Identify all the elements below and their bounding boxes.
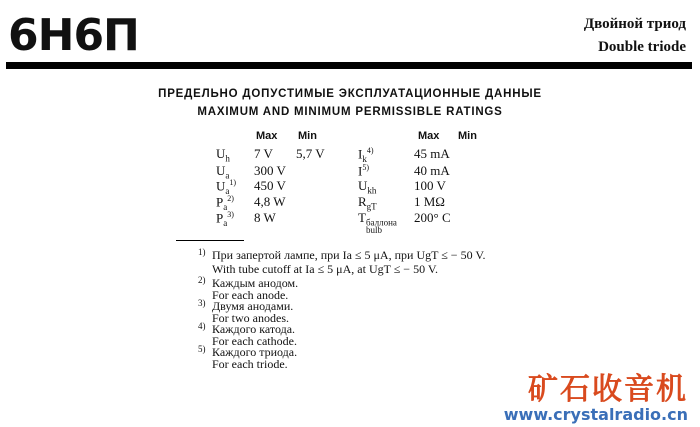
footnote-ru: Каждым анодом. [212, 276, 299, 290]
footnote-ru: Двумя анодами. [212, 299, 294, 313]
footnote-en: For two anodes. [212, 311, 289, 325]
rating-max-value: 40 mA [414, 163, 450, 178]
rating-symbol: $U_{kh}$ [358, 178, 377, 196]
right-col-max-header: Max [418, 130, 440, 142]
rating-max-value: 4,8 W [254, 194, 286, 209]
tube-type-ru: Двойной триод [583, 16, 686, 32]
left-col-max-header: Max [256, 130, 278, 142]
rating-min-value: 5,7 V [296, 146, 325, 161]
rating-max-value: 45 mA [414, 146, 450, 161]
footnote-number: 3) [198, 298, 206, 308]
footnote-separator [176, 240, 244, 241]
rating-max-value: 7 V [254, 146, 273, 161]
ratings-title-ru: ПРЕДЕЛЬНО ДОПУСТИМЫЕ ЭКСПЛУАТАЦИОННЫЕ ДАННЫЕ [158, 88, 542, 100]
bulb-label: bulb [366, 225, 383, 235]
footnote-number: 4) [198, 321, 206, 331]
rating-symbol: $T_{баллона}$ [358, 210, 397, 228]
watermark-logo-text: 矿石收音机 [528, 372, 688, 407]
rating-symbol: $R_{gT}$ [358, 194, 377, 212]
footnote-number: 5) [198, 344, 206, 354]
tube-type-en: Double triode [598, 39, 686, 55]
footnote-ru: Каждого катода. [212, 322, 296, 336]
footnote-ru: Каждого триода. [212, 345, 298, 359]
rating-max-value: 1 MΩ [414, 194, 445, 209]
rating-symbol: $U_h$ [216, 146, 230, 164]
right-col-min-header: Min [458, 130, 477, 142]
rating-symbol: $I_k^{4)}$ [358, 146, 374, 164]
rating-max-value: 450 V [254, 178, 286, 193]
footnote-en: For each cathode. [212, 334, 297, 348]
footnote-ru: При запертой лампе, при Iа ≤ 5 μA, при UgT ≤ − 50 V. [212, 248, 486, 262]
footnote-en: For each anode. [212, 288, 289, 302]
rating-max-value: 200° C [414, 210, 451, 225]
rating-symbol: $U_a$ [216, 163, 230, 181]
rating-max-value: 300 V [254, 163, 286, 178]
rating-symbol: $U_a^{1)}$ [216, 178, 237, 196]
footnote-number: 1) [198, 247, 206, 257]
left-col-min-header: Min [298, 130, 317, 142]
rating-symbol: $P_a^{3)}$ [216, 210, 234, 228]
ratings-title-en: MAXIMUM AND MINIMUM PERMISSIBLE RATINGS [197, 106, 503, 118]
rating-max-value: 8 W [254, 210, 276, 225]
footnote-en: With tube cutoff at Iа ≤ 5 μA, at UgT ≤ − 50 V. [212, 262, 438, 276]
footnote-en: For each triode. [212, 357, 288, 371]
header-rule [6, 62, 692, 69]
rating-symbol: $P_a^{2)}$ [216, 194, 234, 212]
tube-model-title: 6Н6П [8, 10, 139, 61]
watermark-url: www.crystalradio.cn [503, 405, 688, 424]
rating-symbol: $I^{5)}$ [358, 163, 370, 179]
rating-max-value: 100 V [414, 178, 446, 193]
footnote-number: 2) [198, 275, 206, 285]
